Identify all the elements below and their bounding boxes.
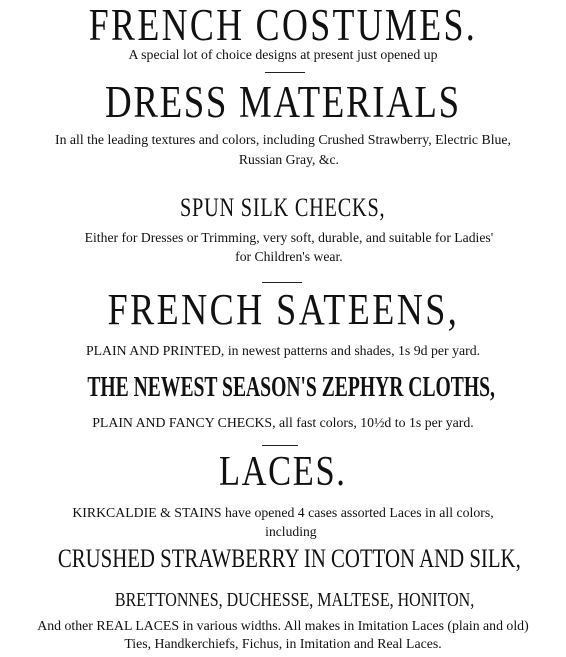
zephyr-cloths-description: PLAIN AND FANCY CHECKS, all fast colors, 10½d to 1s per yard. [92, 416, 474, 431]
heading-spun-silk-checks [0, 195, 566, 221]
section-divider [262, 445, 298, 446]
heading-laces-text: LACES. [219, 449, 347, 495]
section-divider [265, 72, 305, 73]
laces-description-line1: KIRKCALDIE & STAINS have opened 4 cases assorted Laces in all colors, [72, 506, 494, 521]
spun-silk-description-line2: for Children's wear. [235, 250, 343, 265]
heading-zephyr-cloths [0, 374, 566, 402]
heading-french-sateens [0, 285, 566, 334]
french-sateens-description: PLAIN AND PRINTED, in newest patterns and shades, 1s 9d per yard. [85, 344, 481, 359]
subheading-crushed-strawberry [0, 546, 566, 572]
heading-french-sateens-text: FRENCH SATEENS, [107, 285, 459, 334]
heading-french-costumes-text: FRENCH COSTUMES. [88, 0, 478, 50]
heading-spun-silk-checks-text: SPUN SILK CHECKS, [180, 193, 386, 222]
laces-description-line2: including [265, 525, 317, 540]
heading-zephyr-cloths-text: THE NEWEST SEASON'S ZEPHYR CLOTHS, [87, 372, 495, 403]
lace-types-list-text: BRETTONNES, DUCHESSE, MALTESE, HONITON, [115, 589, 475, 611]
subheading-crushed-strawberry-text: CRUSHED STRAWBERRY IN COTTON AND SILK, [57, 544, 521, 573]
heading-dress-materials-text: DRESS MATERIALS [105, 77, 461, 127]
dress-materials-description-line1: In all the leading textures and colors, including Crushed Strawberry, Electric Blue, [54, 133, 512, 148]
section-divider [262, 282, 302, 283]
spun-silk-description-line1: Either for Dresses or Trimming, very soft, durable, and suitable for Ladies' [84, 231, 494, 246]
french-costumes-description: A special lot of choice designs at present just opened up [128, 48, 438, 63]
heading-french-costumes [0, 2, 566, 48]
lace-types-list [0, 590, 566, 610]
heading-dress-materials [0, 77, 566, 127]
heading-laces [0, 451, 566, 493]
dress-materials-description-line2: Russian Gray, &c. [238, 153, 339, 168]
laces-description-line3: And other REAL LACES in various widths. All makes in Imitation Laces (plain and old) [37, 619, 529, 634]
laces-description-line4: Ties, Handkerchiefs, Fichus, in Imitation and Real Laces. [124, 637, 442, 652]
